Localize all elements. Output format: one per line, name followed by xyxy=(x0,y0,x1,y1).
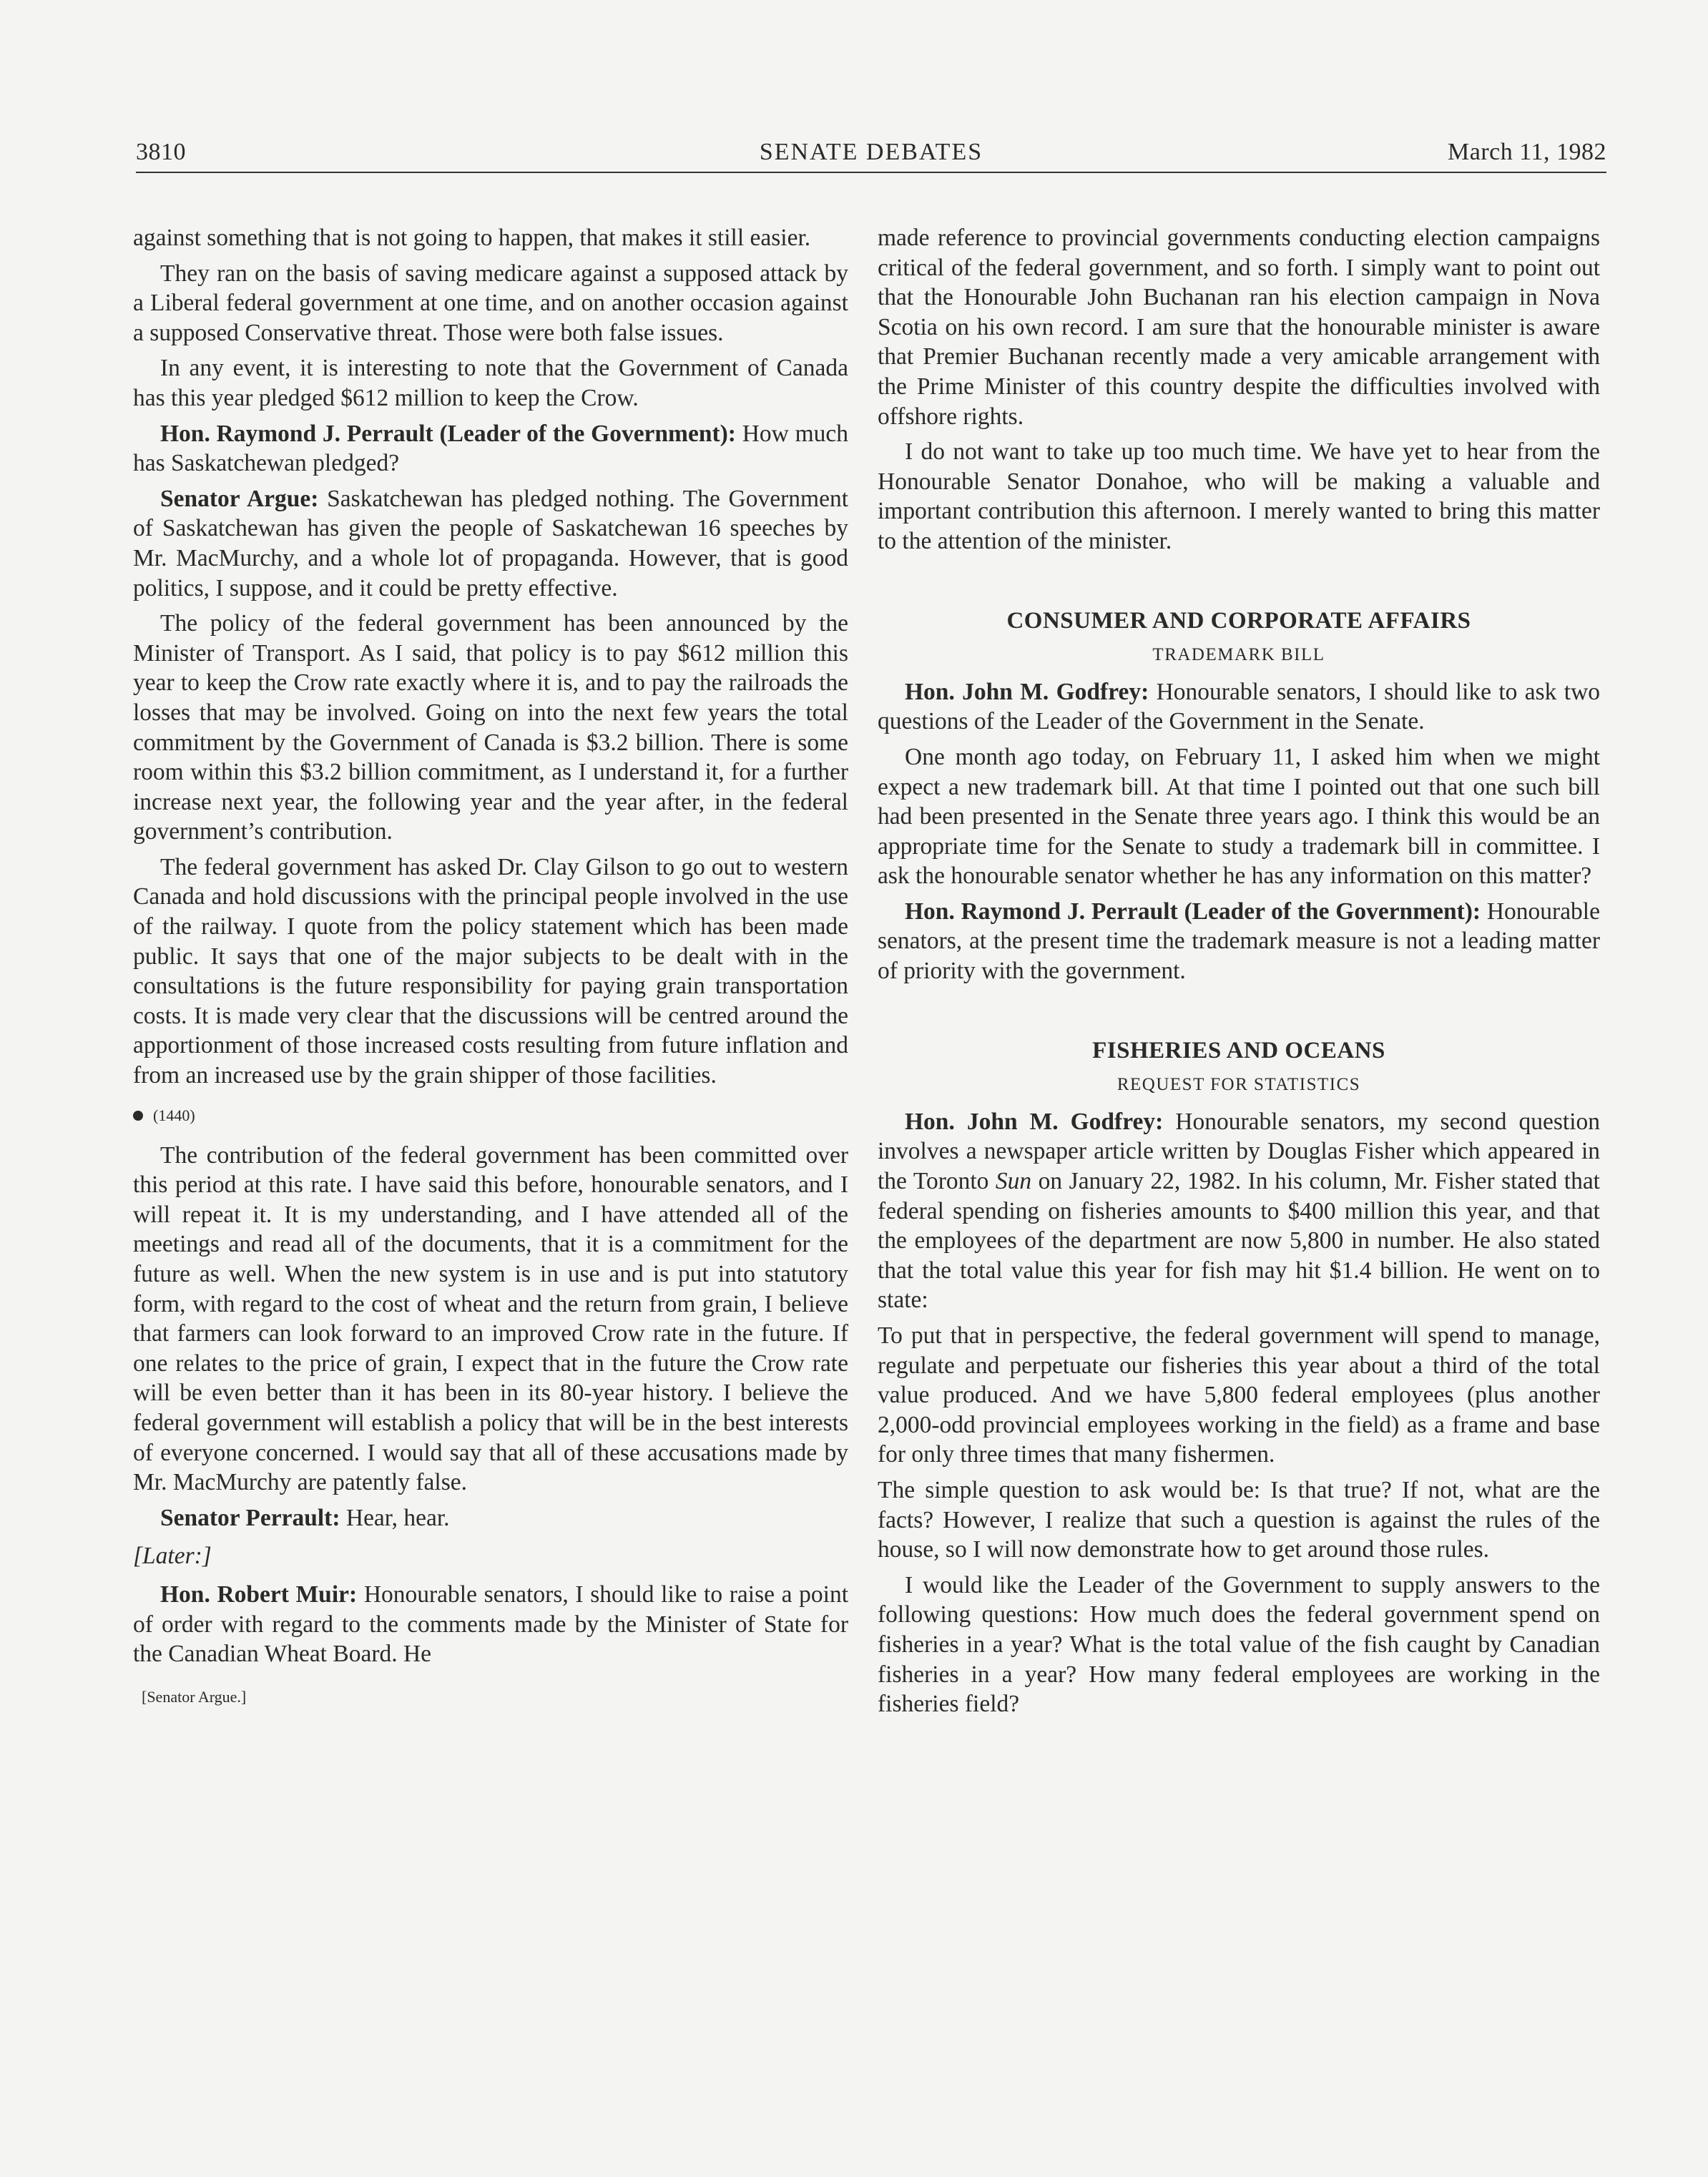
page-header xyxy=(136,137,1606,173)
paragraph: against something that is not going to happen, that makes it still easier. xyxy=(133,225,811,251)
paragraph: One month ago today, on February 11, I asked him when we might expect a new trademark bill. At that time I pointed out that one such bill had been presented in the Senate three years ago. I think this would be an appropriate time for the Senate to study a trademark bill in committee. I ask the honourable senator whether he has any information on this matter? xyxy=(878,743,1600,890)
speaker-name: Hon. Raymond J. Perrault (Leader of the Government): xyxy=(160,420,736,447)
publication-date: March 11, 1982 xyxy=(1448,139,1606,165)
speech-text: Honourable senators, I should like to ask two questions of the Leader of the Government in the Senate. xyxy=(878,678,1601,735)
paragraph xyxy=(133,484,848,603)
paragraph: I do not want to take up too much time. We have yet to hear from the Honourable Senator Donahoe, who will be making a valuable and important contribution this afternoon. I merely wanted to bring this matter to the attention of the minister. xyxy=(878,438,1600,554)
paragraph: They ran on the basis of saving medicare against a supposed attack by a Liberal federal government at one time, and on another occasion against a supposed Conservative threat. Those were both false issues. xyxy=(133,260,848,346)
speech-text: Honourable senators, my second question involves a newspaper article written by Douglas Fisher which appeared in the Toronto xyxy=(878,1108,1601,1195)
paragraph xyxy=(133,1503,848,1533)
later-marker: [Later:] xyxy=(133,1543,212,1570)
speech-text: Honourable senators, at the present time the trademark measure is not a leading matter of priority with the government. xyxy=(878,898,1600,985)
paragraph xyxy=(878,897,1600,986)
speaker-name: Hon. John M. Godfrey: xyxy=(905,678,1149,705)
speaker-name: Hon. Robert Muir: xyxy=(160,1581,358,1608)
time-marker xyxy=(133,1105,848,1126)
block-quote: To put that in perspective, the federal government will spend to manage, regulate and perpetuate our fisheries this year about a third of the total value produced. And we have 5,800 federal employees (plus another 2,000-odd provincial employees working in the field) as a frame and base for only three times that many fishermen. xyxy=(878,1322,1600,1468)
speaker-name: Hon. Raymond J. Perrault (Leader of the Government): xyxy=(905,898,1481,925)
subsection-heading: TRADEMARK BILL xyxy=(1152,645,1325,665)
speech-text: Hear, hear. xyxy=(345,1504,450,1531)
left-column xyxy=(133,223,848,1711)
bullet-icon xyxy=(133,1111,143,1121)
paragraph xyxy=(878,677,1600,737)
speech-text: How much has Saskatchewan pledged? xyxy=(133,420,848,477)
speech-text: on January 22, 1982. In his column, Mr. Fisher stated that federal spending on fisheries amounts to $400 million this year, and that the employees of the department are now 5,800 in number. He also stated that the total value this year for fish may hit $1.4 billion. He went on to state: xyxy=(878,1168,1600,1314)
footer-note: [Senator Argue.] xyxy=(142,1687,247,1706)
speaker-name: Senator Argue: xyxy=(160,485,319,512)
speech-text: Saskatchewan has pledged nothing. The Government of Saskatchewan has given the people of Saskatchewan 16 speeches by Mr. MacMurchy, and a whole lot of propaganda. However, that is good politics, I suppose, and it could be pretty effective. xyxy=(133,485,849,601)
paragraph: The simple question to ask would be: Is that true? If not, what are the facts? However, I realize that such a question is against the rules of the house, so I will now demonstrate how to get around those rules. xyxy=(878,1476,1600,1563)
paragraph xyxy=(133,419,848,478)
speaker-name: Hon. John M. Godfrey: xyxy=(905,1108,1164,1135)
page-number: 3810 xyxy=(136,139,186,165)
section-heading: CONSUMER AND CORPORATE AFFAIRS xyxy=(1006,607,1471,634)
right-column xyxy=(878,223,1600,1725)
paragraph: The policy of the federal government has been announced by the Minister of Transport. As I said, that policy is to pay $612 million this year to keep the Crow rate exactly where it is, and to pay the railroads the losses that may be involved. Going on into the next few years the total commitment by the Government of Canada is $3.2 billion. There is some room within this $3.2 billion commitment, as I understand it, for a further increase next year, the following year and the year after, in the federal government’s contribution. xyxy=(133,610,848,845)
paragraph: I would like the Leader of the Government to supply answers to the following questions: How much does the federal government spend on fisheries in a year? What is the total value of the fish caught by Canadian fisheries in a year? How many federal employees are working in the fisheries field? xyxy=(878,1571,1600,1718)
paragraph: made reference to provincial governments conducting election campaigns critical of the federal government, and so forth. I simply want to point out that the Honourable John Buchanan ran his election campaign in Nova Scotia on his own record. I am sure that the honourable minister is aware that Premier Buchanan recently made a very amicable arrangement with the Prime Minister of this country despite the difficulties involved with offshore rights. xyxy=(878,225,1600,430)
paragraph: In any event, it is interesting to note that the Government of Canada has this year pledged $612 million to keep the Crow. xyxy=(133,355,848,411)
speech-text: Honourable senators, I should like to raise a point of order with regard to the comments made by the Minister of State for the Canadian Wheat Board. He xyxy=(133,1581,849,1668)
speaker-name: Senator Perrault: xyxy=(160,1504,340,1531)
paragraph: The contribution of the federal government has been committed over this period at this rate. I have said this before, honourable senators, and I will repeat it. It is my understanding, and I have attended all of the meetings and read all of the documents, that it is a commitment for the future as well. When the new system is in use and is put into statutory form, with regard to the cost of wheat and the return from grain, I believe that farmers can look forward to an improved Crow rate in the future. If one relates to the price of grain, I expect that in the future the Crow rate will be even better than it has been in its 80-year history. I believe the federal government will establish a policy that will be in the best interests of everyone concerned. I would say that all of these accusations made by Mr. MacMurchy are patently false. xyxy=(133,1141,848,1496)
paragraph: The federal government has asked Dr. Clay Gilson to go out to western Canada and hold discussions with the principal people involved in the use of the railway. I quote from the policy statement which has been made public. It says that one of the major subjects to be dealt with in the consultations is the future responsibility for paying grain transportation costs. It is made very clear that the discussions will be centred around the apportionment of those increased costs resulting from future inflation and from an increased use by the grain shipper of those facilities. xyxy=(133,853,848,1089)
time-marker-text: (1440) xyxy=(153,1106,195,1124)
paragraph xyxy=(133,1580,848,1669)
paragraph xyxy=(878,1107,1600,1315)
subsection-heading: REQUEST FOR STATISTICS xyxy=(1116,1075,1361,1095)
newspaper-name: Sun xyxy=(995,1168,1032,1195)
publication-title: SENATE DEBATES xyxy=(759,139,983,165)
section-heading: FISHERIES AND OCEANS xyxy=(1092,1037,1385,1063)
